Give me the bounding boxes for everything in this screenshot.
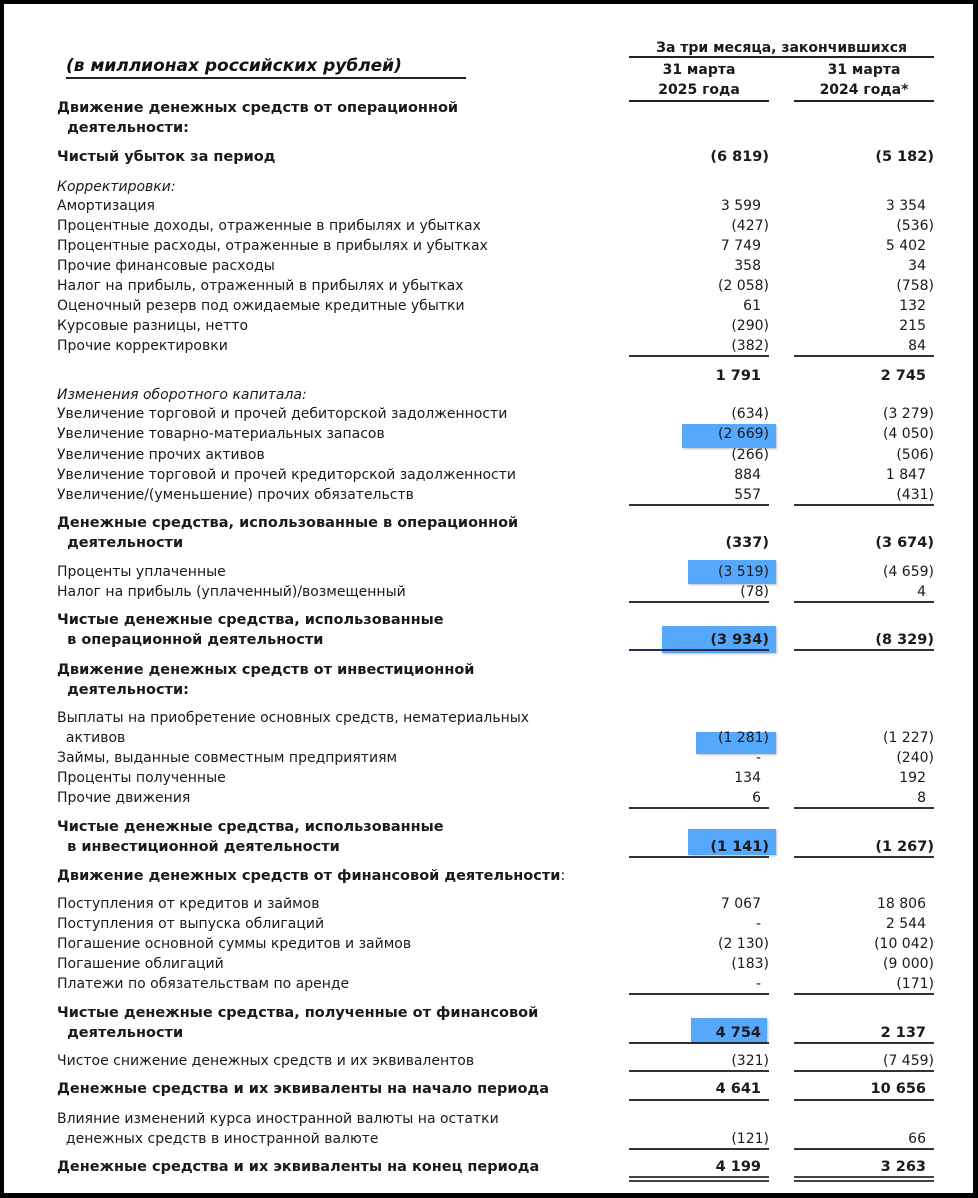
- value-2025: (3 934): [710, 632, 769, 648]
- value-2024: (1 267): [875, 839, 934, 855]
- value-2025: 61: [743, 298, 761, 314]
- row-label: Увеличение/(уменьшение) прочих обязательств: [57, 487, 414, 503]
- value-2024: (4 050): [882, 426, 934, 442]
- row-label: Увеличение товарно-материальных запасов: [57, 426, 385, 442]
- underline: [629, 504, 769, 506]
- row-label: деятельности: [57, 535, 184, 551]
- row-label: Чистые денежные средства, использованные: [57, 612, 444, 628]
- underline: [794, 1070, 934, 1072]
- row-label: Чистое снижение денежных средств и их эквивалентов: [57, 1053, 475, 1069]
- value-2024: (431): [896, 487, 934, 503]
- underline: [794, 355, 934, 357]
- value-2024: 2 137: [880, 1025, 926, 1041]
- row-label: Выплаты на приобретение основных средств, нематериальных: [57, 710, 530, 726]
- underline: [794, 601, 934, 603]
- underline: [629, 649, 769, 651]
- underline: [629, 993, 769, 995]
- value-2025: (2 669): [717, 426, 769, 442]
- heading-line: Движение денежных средств от финансовой деятельности:: [57, 868, 566, 884]
- row-label: Увеличение торговой и прочей дебиторской задолженности: [57, 406, 508, 422]
- row-label: Денежные средства и их эквиваленты на начало периода: [57, 1081, 549, 1097]
- row-label: Прочие финансовые расходы: [57, 258, 275, 274]
- row-label: Денежные средства и их эквиваленты на конец периода: [57, 1159, 540, 1175]
- units-caption: (в миллионах российских рублей): [66, 56, 466, 79]
- value-2024: 215: [899, 318, 926, 334]
- underline: [794, 993, 934, 995]
- row-label: Проценты полученные: [57, 770, 226, 786]
- row-label: Налог на прибыль, отраженный в прибылях и убытках: [57, 278, 464, 294]
- row-label: Изменения оборотного капитала:: [57, 387, 307, 403]
- value-2025: 4 641: [715, 1081, 761, 1097]
- value-2024: (240): [896, 750, 934, 766]
- row-label: Проценты уплаченные: [57, 564, 226, 580]
- value-2024: 132: [899, 298, 926, 314]
- value-2025: (382): [731, 338, 769, 354]
- row-label: деятельности: [57, 1025, 184, 1041]
- value-2025: (121): [731, 1131, 769, 1147]
- value-2024: 1 847: [885, 467, 926, 483]
- value-2024: (7 459): [882, 1053, 934, 1069]
- underline: [794, 856, 934, 858]
- row-label: Прочие движения: [57, 790, 191, 806]
- heading-line: деятельности:: [57, 120, 189, 136]
- double-underline: [629, 1176, 769, 1182]
- underline: [629, 1148, 769, 1150]
- value-2024: 3 263: [880, 1159, 926, 1175]
- value-2025: -: [755, 976, 761, 992]
- double-underline: [794, 1176, 934, 1182]
- value-2025: (3 519): [717, 564, 769, 580]
- value-2025: (6 819): [710, 149, 769, 165]
- underline: [629, 1070, 769, 1072]
- column-header-2024-date: 31 марта: [827, 62, 901, 78]
- row-label: Прочие корректировки: [57, 338, 228, 354]
- value-2025: -: [755, 916, 761, 932]
- row-label: в инвестиционной деятельности: [57, 839, 340, 855]
- row-label: Оценочный резерв под ожидаемые кредитные убытки: [57, 298, 465, 314]
- value-2024: (758): [896, 278, 934, 294]
- value-2025: 358: [734, 258, 761, 274]
- value-2024: (10 042): [874, 936, 934, 952]
- value-2024: (506): [896, 447, 934, 463]
- row-label: Курсовые разницы, нетто: [57, 318, 249, 334]
- column-header-2025: [629, 60, 769, 102]
- value-2024: 192: [899, 770, 926, 786]
- column-header-2025-date: 31 марта: [662, 62, 736, 78]
- value-2024: (1 227): [882, 730, 934, 746]
- row-label: Чистые денежные средства, использованные: [57, 819, 444, 835]
- value-2025: (78): [740, 584, 769, 600]
- underline: [794, 504, 934, 506]
- value-2025: 3 599: [720, 198, 761, 214]
- row-label: Процентные расходы, отраженные в прибылях и убытках: [57, 238, 488, 254]
- value-2024: (3 279): [882, 406, 934, 422]
- underline: [794, 1042, 934, 1044]
- value-2025: 1 791: [715, 368, 761, 384]
- value-2024: 10 656: [870, 1081, 926, 1097]
- value-2024: (4 659): [882, 564, 934, 580]
- row-label: активов: [57, 730, 126, 746]
- row-label: Погашение основной суммы кредитов и займов: [57, 936, 412, 952]
- value-2025: (2 058): [717, 278, 769, 294]
- column-header-2025-year: 2025 года: [658, 82, 740, 98]
- value-2024: 84: [908, 338, 926, 354]
- row-label: Погашение облигаций: [57, 956, 224, 972]
- value-2024: 34: [908, 258, 926, 274]
- value-2025: (266): [731, 447, 769, 463]
- value-2024: 3 354: [885, 198, 926, 214]
- row-label: Поступления от кредитов и займов: [57, 896, 320, 912]
- value-2025: (321): [731, 1053, 769, 1069]
- row-label: Увеличение прочих активов: [57, 447, 265, 463]
- row-label: Амортизация: [57, 198, 155, 214]
- value-2025: 134: [734, 770, 761, 786]
- heading-line: деятельности:: [57, 682, 189, 698]
- value-2025: 884: [734, 467, 761, 483]
- value-2024: 2 544: [885, 916, 926, 932]
- value-2025: 4 199: [715, 1159, 761, 1175]
- row-label: Налог на прибыль (уплаченный)/возмещенный: [57, 584, 406, 600]
- value-2025: (337): [725, 535, 769, 551]
- row-label: Увеличение торговой и прочей кредиторской задолженности: [57, 467, 516, 483]
- underline: [629, 601, 769, 603]
- row-label: Платежи по обязательствам по аренде: [57, 976, 350, 992]
- value-2024: (9 000): [882, 956, 934, 972]
- value-2024: 66: [908, 1131, 926, 1147]
- underline: [629, 1042, 769, 1044]
- underline: [794, 807, 934, 809]
- underline: [794, 649, 934, 651]
- value-2025: (1 281): [717, 730, 769, 746]
- value-2025: -: [755, 750, 761, 766]
- value-2025: 7 067: [720, 896, 761, 912]
- value-2024: 2 745: [880, 368, 926, 384]
- value-2024: (3 674): [875, 535, 934, 551]
- value-2024: 8: [917, 790, 926, 806]
- value-2025: (290): [731, 318, 769, 334]
- value-2024: 4: [917, 584, 926, 600]
- value-2025: (1 141): [710, 839, 769, 855]
- row-label: Поступления от выпуска облигаций: [57, 916, 325, 932]
- underline: [629, 355, 769, 357]
- row-label: Процентные доходы, отраженные в прибылях и убытках: [57, 218, 481, 234]
- value-2025: 6: [752, 790, 761, 806]
- underline: [629, 1099, 769, 1101]
- row-label: Корректировки:: [57, 179, 176, 195]
- row-label: Денежные средства, использованные в операционной: [57, 515, 519, 531]
- value-2024: 5 402: [885, 238, 926, 254]
- period-header: За три месяца, закончившихся: [629, 40, 934, 58]
- value-2025: 7 749: [720, 238, 761, 254]
- value-2025: (427): [731, 218, 769, 234]
- heading-line: Движение денежных средств от инвестиционной: [57, 662, 475, 678]
- column-header-2024: [794, 60, 934, 102]
- row-label: Чистые денежные средства, полученные от финансовой: [57, 1005, 539, 1021]
- row-label: Чистый убыток за период: [57, 149, 276, 165]
- value-2025: 4 754: [715, 1025, 761, 1041]
- underline: [629, 807, 769, 809]
- value-2025: (2 130): [717, 936, 769, 952]
- heading-line: Движение денежных средств от операционной: [57, 100, 459, 116]
- cash-flow-statement: [3, 3, 974, 1194]
- underline: [629, 856, 769, 858]
- value-2024: 18 806: [877, 896, 926, 912]
- value-2024: (536): [896, 218, 934, 234]
- row-label: Займы, выданные совместным предприятиям: [57, 750, 398, 766]
- value-2024: (5 182): [875, 149, 934, 165]
- value-2025: (634): [731, 406, 769, 422]
- value-2024: (171): [896, 976, 934, 992]
- value-2025: (183): [731, 956, 769, 972]
- row-label: Влияние изменений курса иностранной валюты на остатки: [57, 1111, 499, 1127]
- column-header-2024-year: 2024 года*: [819, 82, 909, 98]
- underline: [794, 1148, 934, 1150]
- value-2025: 557: [734, 487, 761, 503]
- value-2024: (8 329): [875, 632, 934, 648]
- row-label: в операционной деятельности: [57, 632, 324, 648]
- row-label: денежных средств в иностранной валюте: [57, 1131, 379, 1147]
- underline: [794, 1099, 934, 1101]
